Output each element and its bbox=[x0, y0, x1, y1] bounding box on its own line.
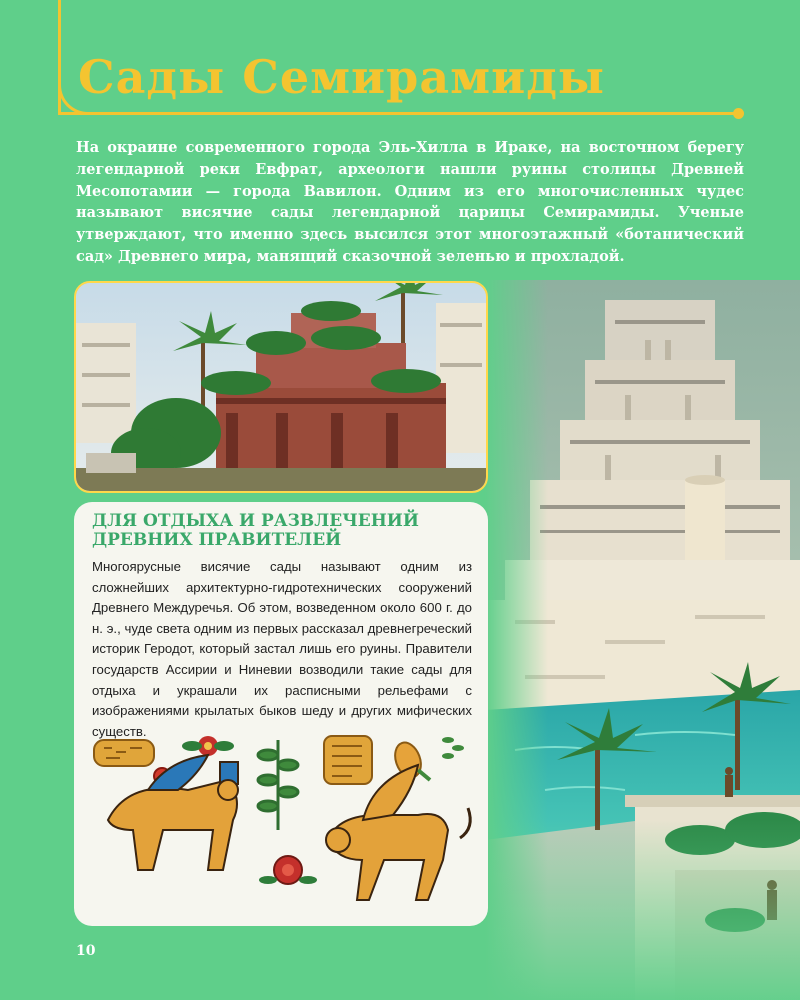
winged-lamassu-icon bbox=[108, 755, 238, 870]
leaf-sprig-icon bbox=[442, 737, 464, 759]
page-title: Сады Семирамиды bbox=[78, 50, 605, 104]
rosette-icon bbox=[182, 736, 234, 756]
winged-bull-icon bbox=[326, 765, 470, 900]
title-frame-horizontal-line bbox=[58, 112, 734, 115]
clay-tablet-icon bbox=[324, 736, 372, 784]
babylon-ziggurat-illustration bbox=[485, 280, 800, 1000]
hanging-gardens-illustration bbox=[74, 281, 488, 493]
info-box-text: Многоярусные висячие сады называют одним из сложнейших архитектурно-гидротехнических сооружений Древнего Междуречья. Об этом, возведенном около 600 г. до н. э., чуде света одним из первых рассказал древнегреческий историк Геродот, который застал лишь его руины. Правители государств Ассирии и Ниневии возводили такие сады для отдыха и украшали их расписными рельефами с изображениями крылатых быков шеду и других мифических существ. bbox=[92, 559, 472, 739]
intro-paragraph: На окраине современного города Эль-Хилла в Ираке, на восточном берегу легендарной реки Евфрат, археологи нашли руины столицы Древней Месопотамии — города Вавилон. Одним из его многочисленных чудес называют висячие сады легендарной царицы Семирамиды. Ученые утверждают, что именно здесь высился этот многоэтажный «ботанический сад» Древнего мира, манящий сказочной зеленью и прохладой. bbox=[76, 139, 744, 265]
info-box bbox=[74, 502, 488, 926]
page-number: 10 bbox=[76, 943, 96, 959]
mesopotamian-artifacts-illustration bbox=[88, 730, 478, 920]
plant-branch-icon bbox=[258, 740, 298, 830]
rose-icon bbox=[259, 856, 317, 884]
title-frame-dot bbox=[733, 108, 744, 119]
info-box-heading: ДЛЯ ОТДЫХА И РАЗВЛЕЧЕНИЙ ДРЕВНИХ ПРАВИТЕЛЕЙ bbox=[92, 511, 419, 550]
clay-tablet-icon bbox=[94, 740, 154, 766]
